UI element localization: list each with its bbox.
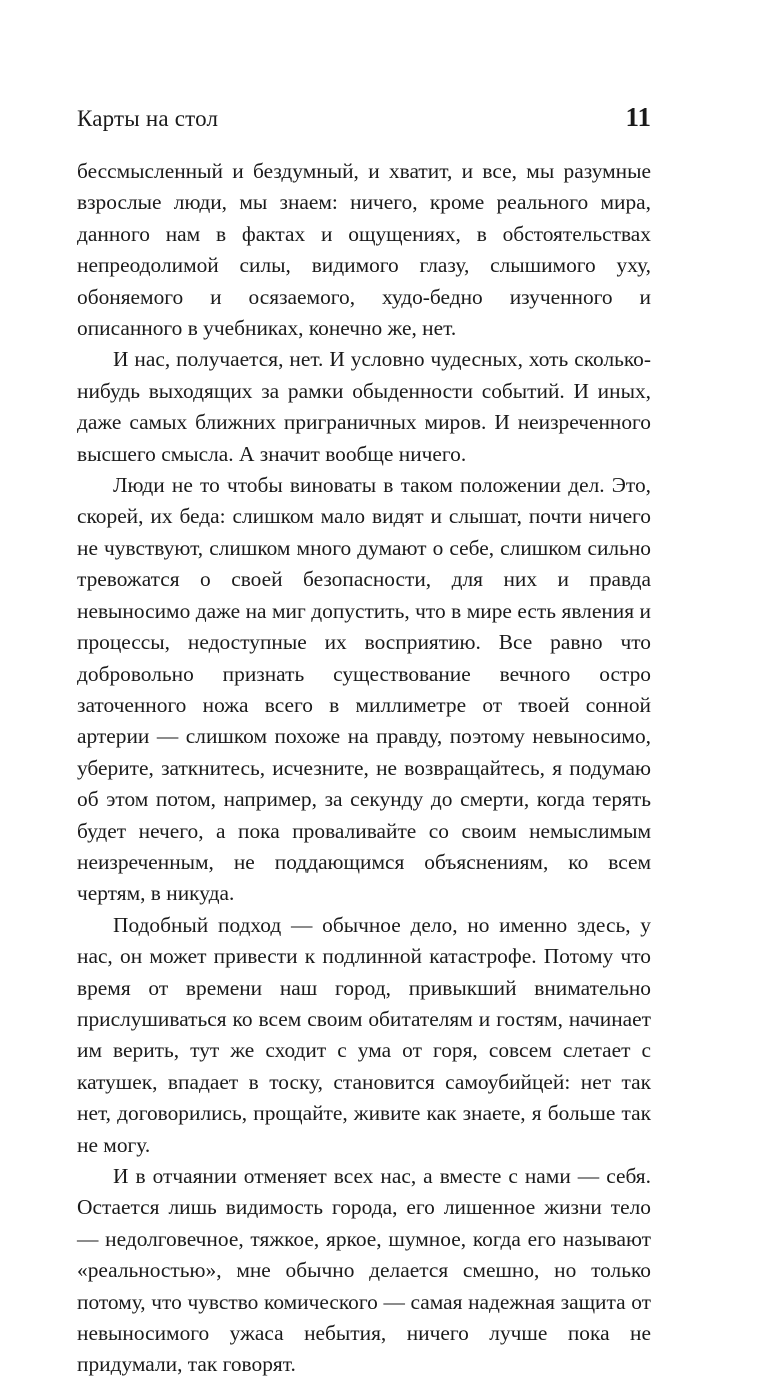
body-text — [77, 156, 651, 1381]
page-number: 11 — [625, 102, 651, 132]
running-head — [77, 96, 651, 140]
paragraph: Люди не то чтобы виноваты в таком положении дел. Это, скорей, их беда: слишком мало видят и слышат, почти ничего не чувствуют, слишком много думают о себе, слишком сильно тревожатся о своей безопасности, для них и правда невыносимо даже на миг допустить, что в мире есть явления и процессы, недоступные их восприятию. Все равно что добровольно признать существование вечного остро заточенного ножа всего в миллиметре от твоей сонной артерии — слишком похоже на правду, поэтому невыносимо, уберите, заткнитесь, исчезните, не возвращайтесь, я подумаю об этом потом, например, за секунду до смерти, когда терять будет нечего, а пока проваливайте со своим немыслимым неизреченным, не поддающимся объяснениям, ко всем чертям, в никуда. — [77, 473, 651, 906]
paragraph: бессмысленный и бездумный, и хватит, и все, мы разумные взрослые люди, мы знаем: ничего, кроме реального мира, данного нам в фактах и ощущениях, в обстоятельствах непреодолимой силы, видимого глазу, слышимого уху, обоняемого и осязаемого, худо-бедно изученного и описанного в учебниках, конечно же, нет. — [77, 159, 651, 341]
paragraph: И в отчаянии отменяет всех нас, а вместе с нами — себя. Остается лишь видимость города, его лишенное жизни тело — недолговечное, тяжкое, яркое, шумное, когда его называют «реальностью», мне обычно делается смешно, но только потому, что чувство комического — самая надежная защита от невыносимого ужаса небытия, ничего лучше пока не придумали, так говорят. — [77, 1164, 651, 1377]
paragraph: И нас, получается, нет. И условно чудесных, хоть сколько-нибудь выходящих за рамки обыденности событий. И иных, даже самых ближних приграничных миров. И неизреченного высшего смысла. А значит вообще ничего. — [77, 347, 651, 466]
running-title: Карты на стол — [77, 106, 219, 131]
book-page — [77, 96, 651, 1381]
paragraph: Подобный подход — обычное дело, но именно здесь, у нас, он может привести к подлинной катастрофе. Потому что время от времени наш город, привыкший внимательно прислушиваться ко всем своим обитателям и гостям, начинает им верить, тут же сходит с ума от горя, совсем слетает с катушек, впадает в тоску, становится самоубийцей: нет так нет, договорились, прощайте, живите как знаете, я больше так не могу. — [77, 912, 651, 1157]
